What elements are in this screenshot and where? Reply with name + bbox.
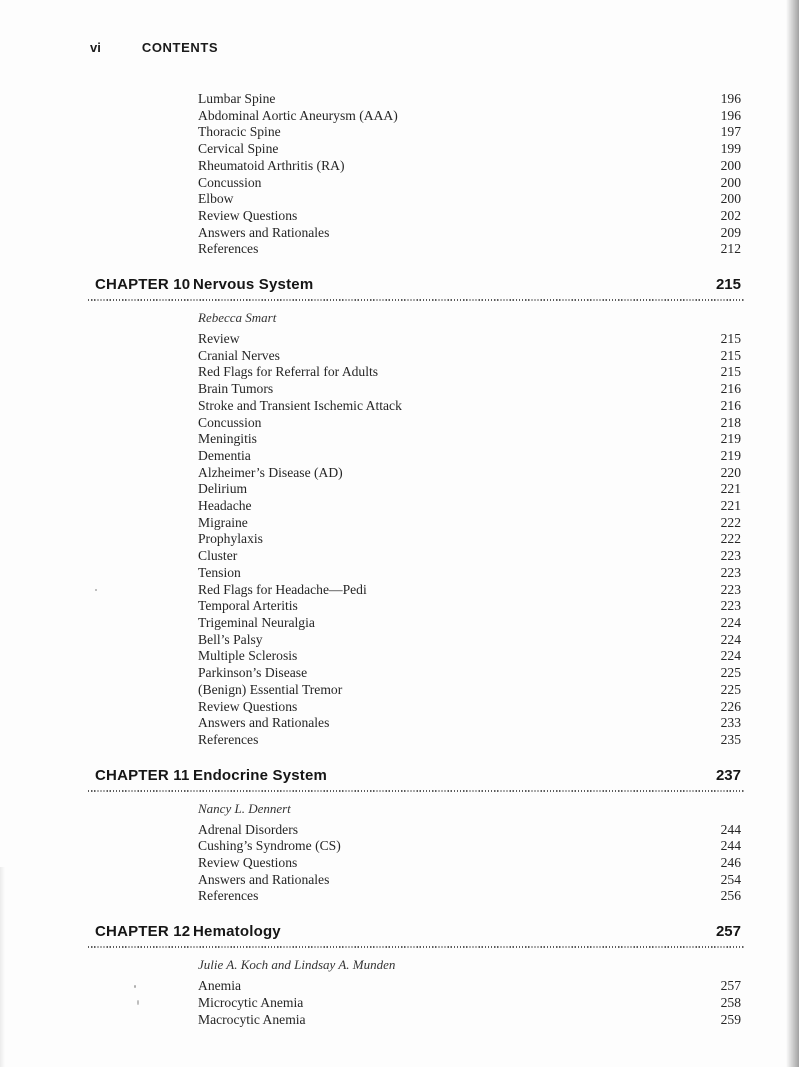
toc-item-row	[198, 715, 745, 732]
toc-item-label: Cervical Spine	[198, 141, 279, 157]
toc-item-label: Concussion	[198, 414, 262, 430]
toc-item-page-number: 215	[720, 331, 741, 347]
toc-item-label: Trigeminal Neuralgia	[198, 614, 315, 630]
chapter-page-number: 215	[715, 276, 741, 294]
toc-item-page-number: 258	[720, 994, 741, 1010]
toc-item-row	[198, 531, 745, 548]
toc-item-page-number: 202	[720, 207, 741, 223]
toc-item-row	[198, 348, 745, 365]
toc-item-row	[198, 158, 745, 175]
toc-item-row	[198, 498, 745, 515]
toc-item-row	[198, 208, 745, 225]
toc-item-label: Tension	[198, 564, 241, 580]
toc-item-row	[198, 732, 745, 749]
toc-item-label: References	[198, 241, 259, 257]
toc-item-row	[198, 398, 745, 415]
toc-item-label: Cluster	[198, 548, 238, 564]
toc-item-row	[198, 91, 745, 108]
chapter-11-item-list	[198, 822, 745, 906]
toc-item-row	[198, 331, 745, 348]
toc-item-row	[198, 241, 745, 258]
toc-item-page-number: 216	[720, 381, 741, 397]
toc-item-row	[198, 995, 745, 1012]
toc-item-label: Review	[198, 331, 240, 347]
toc-item-page-number: 196	[720, 107, 741, 123]
chapter-title: Nervous System	[193, 276, 314, 294]
toc-item-label: Anemia	[198, 978, 242, 994]
toc-item-label: Concussion	[198, 174, 262, 190]
toc-item-label: Cranial Nerves	[198, 347, 280, 363]
toc-item-page-number: 196	[720, 91, 741, 106]
toc-item-label: Temporal Arteritis	[198, 598, 298, 614]
toc-item-row	[198, 481, 745, 498]
toc-item-page-number: 222	[720, 531, 741, 547]
chapter-12-item-list	[198, 978, 745, 1028]
chapter-author: Julie A. Koch and Lindsay A. Munden	[198, 957, 396, 973]
toc-item-row	[198, 648, 745, 665]
toc-item-page-number: 221	[720, 481, 741, 497]
chapter-10-item-list	[198, 331, 745, 749]
toc-item-row	[198, 225, 745, 242]
toc-item-row	[198, 615, 745, 632]
toc-item-label: Review Questions	[198, 855, 298, 871]
toc-item-row	[198, 465, 745, 482]
toc-item-page-number: 222	[720, 514, 741, 530]
toc-item-page-number: 235	[720, 731, 741, 747]
chapter-heading	[88, 766, 745, 786]
toc-item-row	[198, 888, 745, 905]
toc-item-page-number: 225	[720, 665, 741, 681]
toc-item-label: Lumbar Spine	[198, 91, 276, 106]
dotted-rule	[88, 299, 745, 301]
toc-item-label: Cushing’s Syndrome (CS)	[198, 838, 341, 854]
toc-item-label: Dementia	[198, 447, 251, 463]
toc-item-row	[198, 598, 745, 615]
toc-continuation-list	[198, 91, 745, 258]
chapter-10-section	[88, 275, 745, 749]
toc-item-row	[198, 565, 745, 582]
toc-item-row	[198, 108, 745, 125]
toc-item-page-number: 226	[720, 698, 741, 714]
toc-item-page-number: 199	[720, 141, 741, 157]
toc-item-label: Microcytic Anemia	[198, 994, 304, 1010]
toc-item-label: Adrenal Disorders	[198, 821, 299, 837]
toc-item-label: Elbow	[198, 191, 234, 207]
toc-item-page-number: 224	[720, 648, 741, 664]
toc-item-label: Red Flags for Headache—Pedi	[198, 581, 367, 597]
toc-item-row	[198, 838, 745, 855]
toc-item-label: Migraine	[198, 514, 248, 530]
dotted-rule	[88, 790, 745, 792]
toc-item-label: References	[198, 731, 259, 747]
toc-item-row	[198, 632, 745, 649]
chapter-page-number: 257	[715, 923, 741, 941]
toc-item-page-number: 223	[720, 581, 741, 597]
toc-item-row	[198, 1012, 745, 1029]
toc-item-row	[198, 855, 745, 872]
toc-item-page-number: 259	[720, 1011, 741, 1027]
toc-item-row	[198, 381, 745, 398]
toc-item-row	[198, 682, 745, 699]
toc-item-label: Brain Tumors	[198, 381, 274, 397]
toc-item-page-number: 200	[720, 174, 741, 190]
toc-item-row	[198, 175, 745, 192]
toc-item-page-number: 200	[720, 157, 741, 173]
toc-item-row	[198, 665, 745, 682]
toc-item-page-number: 224	[720, 614, 741, 630]
toc-item-label: Macrocytic Anemia	[198, 1011, 306, 1027]
toc-item-page-number: 244	[720, 821, 741, 837]
toc-item-row	[198, 978, 745, 995]
running-head-title: CONTENTS	[141, 40, 219, 55]
toc-item-page-number: 219	[720, 447, 741, 463]
toc-item-page-number: 221	[720, 498, 741, 514]
chapter-author: Nancy L. Dennert	[198, 800, 291, 816]
chapter-heading	[88, 275, 745, 295]
toc-item-page-number: 215	[720, 364, 741, 380]
toc-item-label: Review Questions	[198, 207, 298, 223]
scan-speck	[95, 589, 97, 591]
toc-item-row	[198, 699, 745, 716]
toc-item-page-number: 244	[720, 838, 741, 854]
toc-item-page-number: 246	[720, 855, 741, 871]
toc-item-page-number: 257	[720, 978, 741, 994]
toc-item-page-number: 254	[720, 871, 741, 887]
toc-item-page-number: 219	[720, 431, 741, 447]
toc-item-label: Abdominal Aortic Aneurysm (AAA)	[198, 107, 398, 123]
toc-item-row	[198, 872, 745, 889]
toc-item-row	[198, 364, 745, 381]
toc-item-page-number: 197	[720, 124, 741, 140]
toc-item-page-number: 223	[720, 548, 741, 564]
toc-item-label: Alzheimer’s Disease (AD)	[198, 464, 343, 480]
toc-item-page-number: 233	[720, 715, 741, 731]
chapter-12-section	[88, 922, 745, 1028]
toc-item-row	[198, 548, 745, 565]
toc-item-label: Answers and Rationales	[198, 871, 330, 887]
toc-item-row	[198, 582, 745, 599]
toc-item-page-number: 200	[720, 191, 741, 207]
toc-item-row	[198, 515, 745, 532]
toc-item-row	[198, 822, 745, 839]
toc-item-label: Answers and Rationales	[198, 715, 330, 731]
toc-item-row	[198, 141, 745, 158]
toc-item-page-number: 225	[720, 681, 741, 697]
toc-item-label: Thoracic Spine	[198, 124, 281, 140]
toc-item-page-number: 223	[720, 598, 741, 614]
toc-item-label: Prophylaxis	[198, 531, 263, 547]
toc-item-label: Bell’s Palsy	[198, 631, 263, 647]
chapter-heading	[88, 922, 745, 942]
toc-item-page-number: 216	[720, 397, 741, 413]
toc-item-row	[198, 448, 745, 465]
toc-item-page-number: 215	[720, 347, 741, 363]
toc-item-label: Delirium	[198, 481, 248, 497]
chapter-number-label: CHAPTER 12	[95, 923, 191, 941]
toc-item-label: Review Questions	[198, 698, 298, 714]
toc-item-page-number: 212	[720, 241, 741, 257]
chapter-number-label: CHAPTER 11	[95, 766, 190, 784]
toc-item-page-number: 220	[720, 464, 741, 480]
toc-item-label: Rheumatoid Arthritis (RA)	[198, 157, 345, 173]
scan-speck	[137, 1000, 139, 1005]
toc-item-label: Multiple Sclerosis	[198, 648, 298, 664]
scan-speck	[134, 985, 136, 988]
toc-item-label: References	[198, 888, 259, 904]
toc-item-row	[198, 415, 745, 432]
toc-item-row	[198, 431, 745, 448]
toc-item-row	[198, 191, 745, 208]
chapter-number-label: CHAPTER 10	[95, 276, 191, 294]
page-folio: vi	[90, 40, 101, 55]
toc-item-page-number: 223	[720, 564, 741, 580]
toc-item-page-number: 209	[720, 224, 741, 240]
chapter-title: Endocrine System	[193, 766, 328, 784]
toc-item-label: Red Flags for Referral for Adults	[198, 364, 379, 380]
toc-item-label: Parkinson’s Disease	[198, 665, 308, 681]
running-head	[90, 40, 745, 55]
toc-item-row	[198, 124, 745, 141]
toc-item-page-number: 224	[720, 631, 741, 647]
chapter-11-section	[88, 766, 745, 906]
dotted-rule	[88, 946, 745, 948]
chapter-author: Rebecca Smart	[198, 310, 277, 326]
toc-item-label: (Benign) Essential Tremor	[198, 681, 343, 697]
chapter-page-number: 237	[715, 766, 741, 784]
toc-item-page-number: 218	[720, 414, 741, 430]
chapter-title: Hematology	[193, 923, 281, 941]
toc-item-label: Headache	[198, 498, 252, 514]
toc-item-label: Stroke and Transient Ischemic Attack	[198, 397, 402, 413]
toc-item-label: Answers and Rationales	[198, 224, 330, 240]
toc-item-label: Meningitis	[198, 431, 257, 447]
toc-item-page-number: 256	[720, 888, 741, 904]
